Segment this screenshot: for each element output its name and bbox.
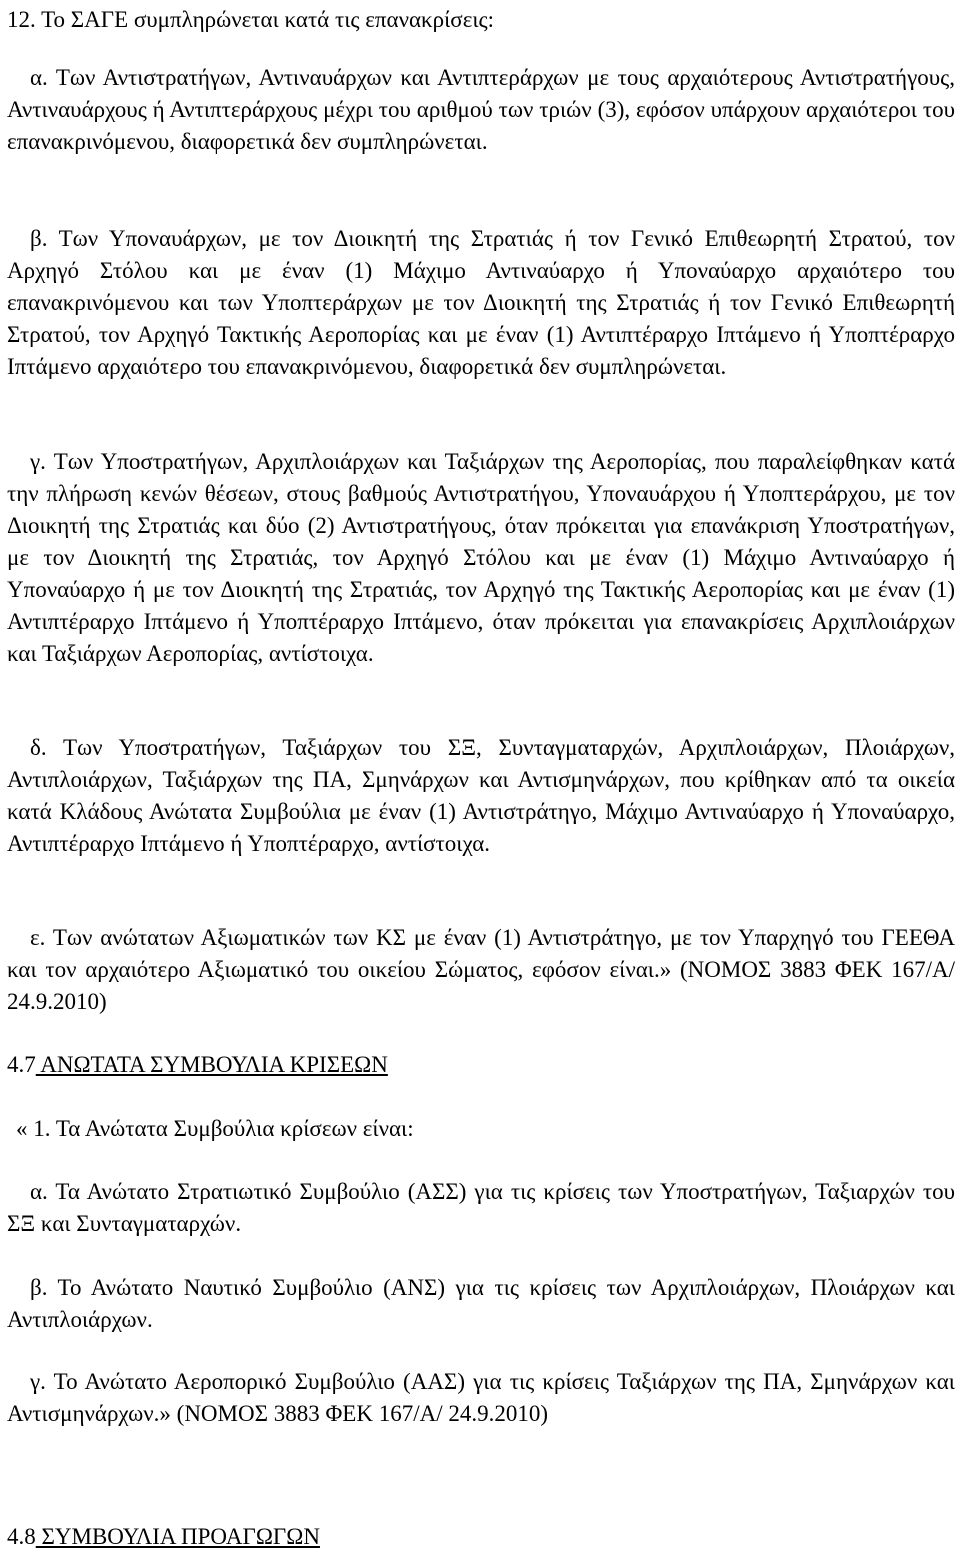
section-number: 4.8 (7, 1524, 36, 1549)
section-number: 4.7 (7, 1052, 36, 1077)
council-gamma: γ. Το Ανώτατο Αεροπορικό Συμβούλιο (ΑΑΣ) για τις κρίσεις Ταξιάρχων της ΠΑ, Σμηνάρχων και Αντισμηνάρχων.» (ΝΟΜΟΣ 3883 ΦΕΚ 167/Α/ 24.9.2010) (7, 1369, 955, 1426)
section-title: ΑΝΩΤΑΤΑ ΣΥΜΒΟΥΛΙΑ ΚΡΙΣΕΩΝ (35, 1052, 388, 1077)
item-12-heading: 12. Το ΣΑΓΕ συμπληρώνεται κατά τις επανακρίσεις: (7, 7, 495, 32)
councils-intro: « 1. Τα Ανώτατα Συμβούλια κρίσεων είναι: (16, 1116, 414, 1141)
paragraph-alpha: α. Των Αντιστρατήγων, Αντιναυάρχων και Αντιπτεράρχων με τους αρχαιότερους Αντιστρατήγους, Αντιναυάρχους ή Αντιπτεράρχους μέχρι του αριθμού των τριών (3), εφόσον υπάρχουν αρχαιότεροι του επανακρινόμενου, διαφορετικά δεν συμπληρώνεται. (7, 65, 955, 154)
paragraph-delta: δ. Των Υποστρατήγων, Ταξιάρχων του ΣΞ, Συνταγματαρχών, Αρχιπλοιάρχων, Πλοιάρχων, Αντιπλοιάρχων, Ταξιάρχων της ΠΑ, Σμηνάρχων και Αντισμηνάρχων, που κρίθηκαν από τα οικεία κατά Κλάδους Ανώτατα Συμβούλια με έναν (1) Αντιστράτηγο, Μάχιμο Αντιναύαρχο ή Υποναύαρχο, Αντιπτέραρχο Ιπτάμενο ή Υποπτέραρχο, αντίστοιχα. (7, 735, 955, 856)
section-4-8-heading (7, 1521, 320, 1553)
paragraph-gamma: γ. Των Υποστρατήγων, Αρχιπλοιάρχων και Ταξιάρχων της Αεροπορίας, που παραλείφθηκαν κατά την πλήρωση κενών θέσεων, στους βαθμούς Αντιστρατήγου, Υποναυάρχου ή Υποπτεράρχου, με τον Διοικητή της Στρατιάς και δύο (2) Αντιστρατήγους, όταν πρόκειται για επανάκριση Υποστρατήγων, με τον Διοικητή της Στρατιάς, τον Αρχηγό Στόλου και με έναν (1) Μάχιμο Αντιναύαρχο ή Υποναύαρχο ή με τον Διοικητή της Στρατιάς, τον Αρχηγό της Τακτικής Αεροπορίας και με έναν (1) Αντιπτέραρχο Ιπτάμενο ή Υποπτέραρχο Ιπτάμενο, όταν πρόκειται για επανακρίσεις Αρχιπλοιάρχων και Ταξιάρχων Αεροπορίας, αντίστοιχα. (7, 449, 955, 666)
paragraph-epsilon: ε. Των ανώτατων Αξιωματικών των ΚΣ με έναν (1) Αντιστράτηγο, με τον Υπαρχηγό του ΓΕΕΘΑ και τον αρχαιότερο Αξιωματικό του οικείου Σώματος, εφόσον είναι.» (ΝΟΜΟΣ 3883 ΦΕΚ 167/Α/ 24.9.2010) (7, 925, 955, 1014)
council-alpha: α. Τα Ανώτατο Στρατιωτικό Συμβούλιο (ΑΣΣ) για τις κρίσεις των Υποστρατήγων, Ταξιαρχών του ΣΞ και Συνταγματαρχών. (7, 1179, 955, 1236)
section-title: ΣΥΜΒΟΥΛΙΑ ΠΡΟΑΓΩΓΩΝ (35, 1524, 320, 1549)
council-beta: β. Το Ανώτατο Ναυτικό Συμβούλιο (ΑΝΣ) για τις κρίσεις των Αρχιπλοιάρχων, Πλοιάρχων και Αντιπλοιάρχων. (7, 1275, 955, 1332)
section-4-7-heading (7, 1049, 388, 1081)
paragraph-beta: β. Των Υποναυάρχων, με τον Διοικητή της Στρατιάς ή τον Γενικό Επιθεωρητή Στρατού, τον Αρχηγό Στόλου και με έναν (1) Μάχιμο Αντιναύαρχο ή Υποναύαρχο αρχαιότερο του επανακρινόμενου και των Υποπτεράρχων με τον Διοικητή της Στρατιάς ή τον Γενικό Επιθεωρητή Στρατού, τον Αρχηγό Τακτικής Αεροπορίας και με έναν (1) Αντιπτέραρχο Ιπτάμενο ή Υποπτέραρχο Ιπτάμενο αρχαιότερο του επανακρινόμενου, διαφορετικά δεν συμπληρώνεται. (7, 226, 955, 379)
